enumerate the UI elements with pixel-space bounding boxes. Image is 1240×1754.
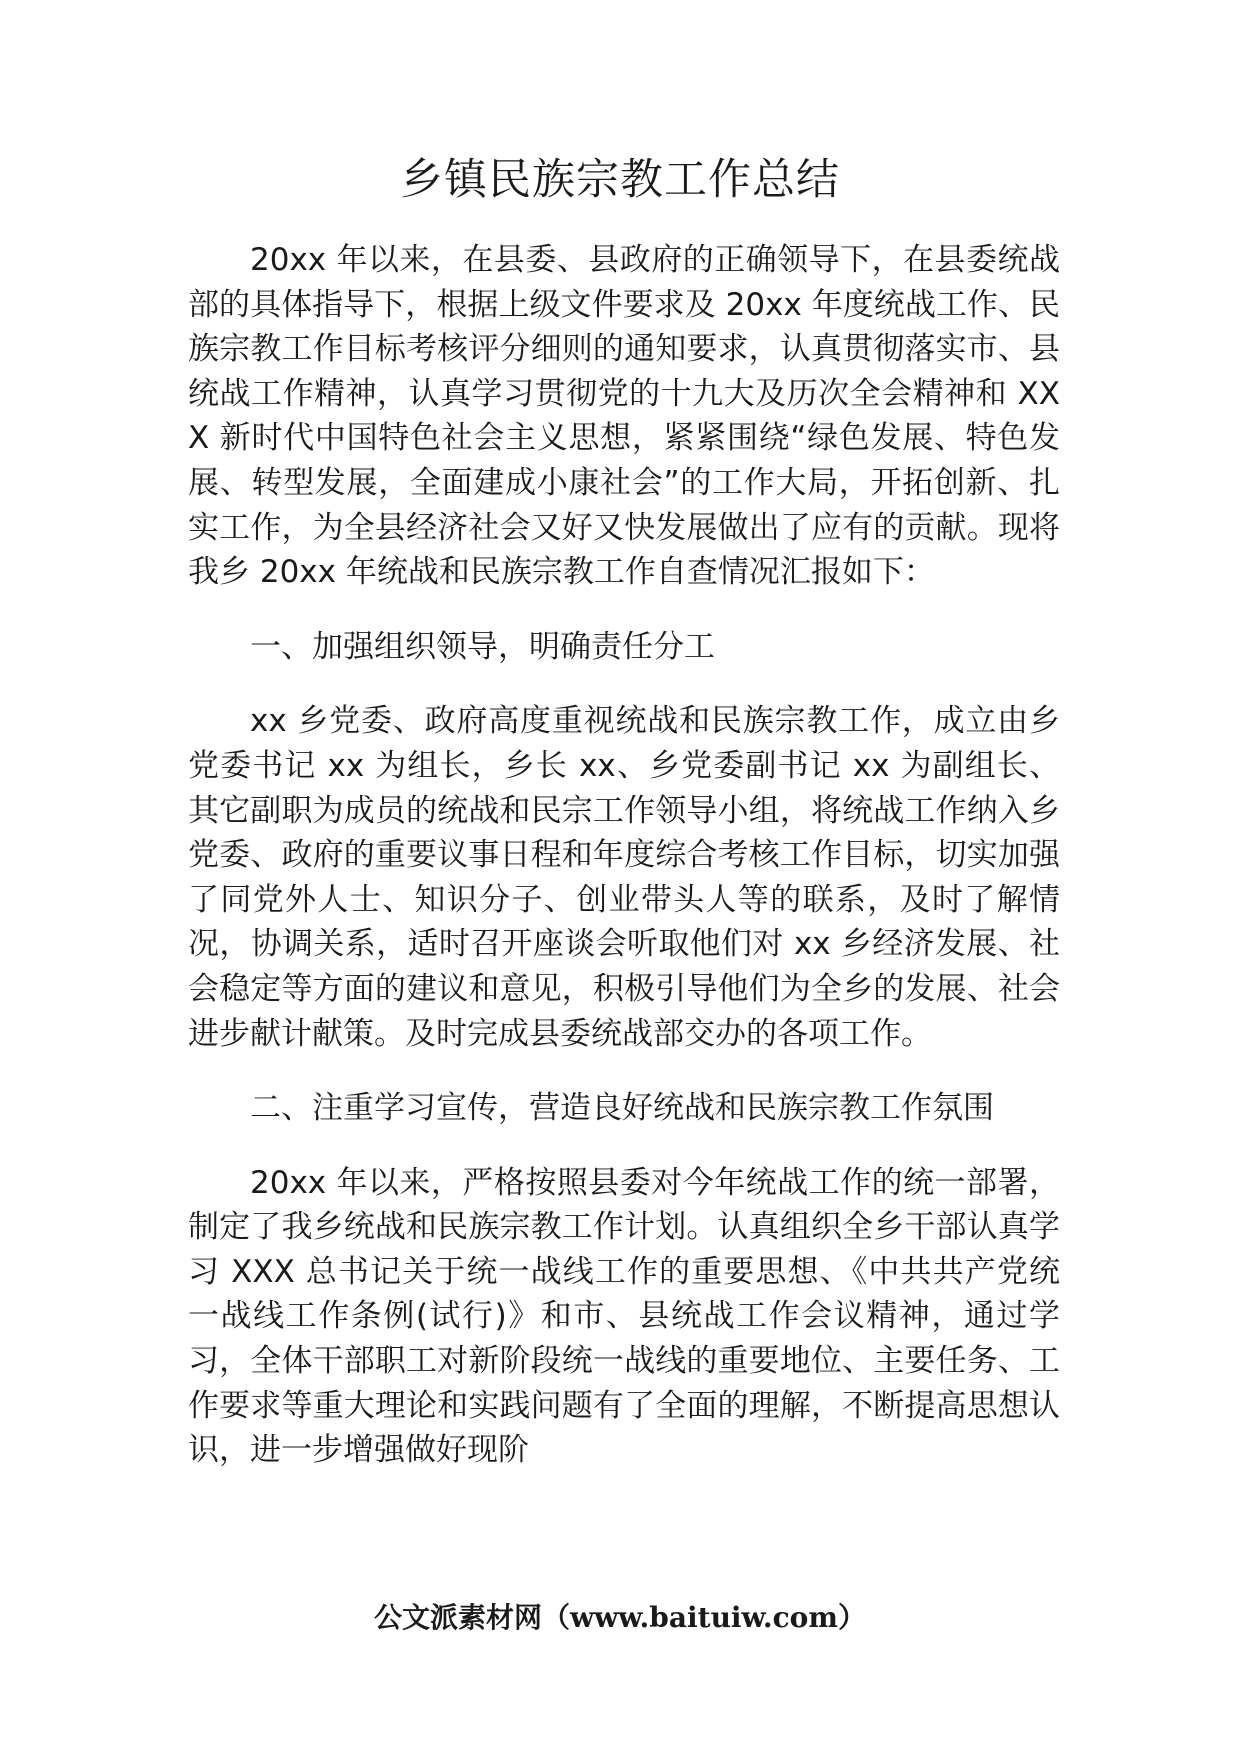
paragraph-spacer xyxy=(188,669,1060,699)
document-body xyxy=(188,238,1060,1473)
paragraph-section-1: xx 乡党委、政府高度重视统战和民族宗教工作，成立由乡党委书记 xx 为组长，乡长 xx、乡党委副书记 xx 为副组长、其它副职为成员的统战和民宗工作领导小组，将统战工作纳入乡党委、政府的重要议事日程和年度综合考核工作目标，切实加强了同党外人士、知识分子、创业带头人等的联系，及时了解情况，协调关系，适时召开座谈会听取他们对 xx 乡经济发展、社会稳定等方面的建议和意见，积极引导他们为全乡的发展、社会进步献计献策。及时完成县委统战部交办的各项工作。 xyxy=(188,703,1060,1052)
footer-watermark: 公文派素材网（www.baituiw.com） xyxy=(374,1601,866,1634)
paragraph-spacer xyxy=(188,1131,1060,1161)
paragraph-section-2: 20xx 年以来，严格按照县委对今年统战工作的统一部署，制定了我乡统战和民族宗教工作计划。认真组织全乡干部认真学习 XXX 总书记关于统一战线工作的重要思想、《中共共产党统一战线工作条例(试行)》和市、县统战工作会议精神，通过学习，全体干部职工对新阶段统一战线的重要地位、主要任务、工作要求等重大理论和实践问题有了全面的理解，不断提高思想认识，进一步增强做好现阶 xyxy=(188,1164,1060,1469)
section-heading-1: 一、加强组织领导，明确责任分工 xyxy=(250,628,715,665)
document-title: 乡镇民族宗教工作总结 xyxy=(400,155,840,205)
paragraph-spacer xyxy=(188,595,1060,625)
section-heading-2: 二、注重学习宣传，营造良好统战和民族宗教工作氛围 xyxy=(250,1090,994,1127)
paragraph-spacer xyxy=(188,1056,1060,1086)
paragraph-intro: 20xx 年以来，在县委、县政府的正确领导下，在县委统战部的具体指导下，根据上级文件要求及 20xx 年度统战工作、民族宗教工作目标考核评分细则的通知要求，认真贯彻落实市、县统战工作精神，认真学习贯彻党的十九大及历次全会精神和 XXX 新时代中国特色社会主义思想，紧紧围绕“绿色发展、特色发展、转型发展，全面建成小康社会”的工作大局，开拓创新、扎实工作，为全县经济社会又好又快发展做出了应有的贡献。现将我乡 20xx 年统战和民族宗教工作自查情况汇报如下： xyxy=(188,242,1060,591)
